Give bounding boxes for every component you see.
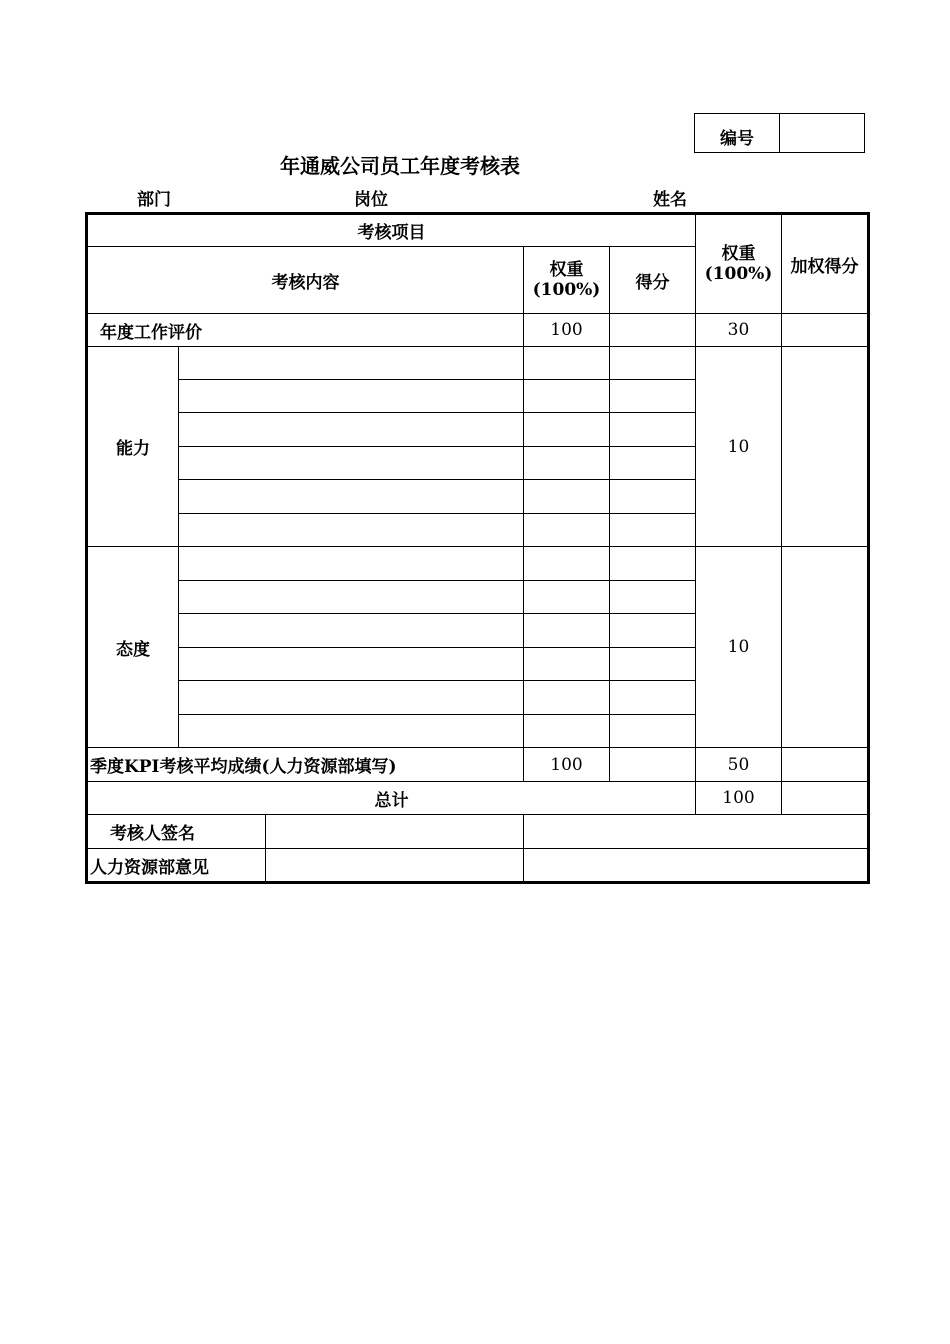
header-assessment-items: 考核项目 — [87, 214, 696, 247]
position-label: 岗位 — [354, 190, 388, 210]
kpi-weight: 100 — [524, 748, 610, 782]
attitude-outer-weight: 10 — [696, 547, 782, 748]
attitude-weight-cell[interactable] — [524, 648, 610, 681]
kpi-label: 季度KPI考核平均成绩(人力资源部填写) — [87, 748, 524, 782]
kpi-outer-weight: 50 — [696, 748, 782, 782]
total-label: 总计 — [87, 782, 696, 815]
header-outer-weight-line2: (100%) — [704, 264, 773, 284]
ability-weight-cell[interactable] — [524, 413, 610, 447]
ability-content-cell[interactable] — [179, 380, 524, 413]
annual-weighted-cell[interactable] — [782, 314, 869, 347]
ability-content-cell[interactable] — [179, 413, 524, 447]
header-inner-weight-line1: 权重 — [549, 260, 584, 280]
ability-weight-cell[interactable] — [524, 480, 610, 514]
attitude-score-cell[interactable] — [610, 681, 696, 715]
annual-outer-weight: 30 — [696, 314, 782, 347]
reviewer-row — [87, 815, 869, 849]
attitude-weight-cell[interactable] — [524, 614, 610, 648]
header-score: 得分 — [610, 247, 696, 314]
header-weighted-score: 加权得分 — [782, 214, 869, 314]
ability-score-cell[interactable] — [610, 480, 696, 514]
hr-opinion-label: 人力资源部意见 — [88, 849, 266, 881]
total-row — [87, 782, 869, 815]
header-assessment-content: 考核内容 — [87, 247, 524, 314]
ability-content-cell[interactable] — [179, 347, 524, 380]
attitude-content-cell[interactable] — [179, 681, 524, 715]
kpi-row — [87, 748, 869, 782]
header-inner-weight-line2: (100%) — [532, 280, 601, 300]
kpi-weighted-cell[interactable] — [782, 748, 869, 782]
kpi-score-cell[interactable] — [610, 748, 696, 782]
attitude-score-cell[interactable] — [610, 547, 696, 581]
header-outer-weight-line1: 权重 — [721, 244, 756, 264]
attitude-score-cell[interactable] — [610, 581, 696, 614]
ability-content-cell[interactable] — [179, 480, 524, 514]
attitude-weight-cell[interactable] — [524, 547, 610, 581]
reviewer-sign-label: 考核人签名 — [88, 815, 266, 848]
ability-row — [87, 347, 869, 380]
attitude-weight-cell[interactable] — [524, 581, 610, 614]
hr-opinion-cell — [87, 849, 524, 883]
attitude-score-cell[interactable] — [610, 648, 696, 681]
serial-number-box — [694, 113, 865, 153]
attitude-score-cell[interactable] — [610, 715, 696, 748]
ability-weight-cell[interactable] — [524, 380, 610, 413]
attitude-score-cell[interactable] — [610, 614, 696, 648]
annual-row — [87, 314, 869, 347]
attitude-content-cell[interactable] — [179, 547, 524, 581]
reviewer-sign-field-ext[interactable] — [524, 815, 869, 849]
ability-score-cell[interactable] — [610, 447, 696, 480]
attitude-content-cell[interactable] — [179, 715, 524, 748]
serial-number-label: 编号 — [695, 114, 780, 153]
attitude-label: 态度 — [87, 547, 179, 748]
ability-label: 能力 — [87, 347, 179, 547]
reviewer-cell — [87, 815, 524, 849]
attitude-weight-cell[interactable] — [524, 715, 610, 748]
ability-weighted-cell[interactable] — [782, 347, 869, 547]
ability-weight-cell[interactable] — [524, 514, 610, 547]
ability-outer-weight: 10 — [696, 347, 782, 547]
header-inner-weight — [524, 247, 610, 314]
header-outer-weight — [696, 214, 782, 314]
ability-weight-cell[interactable] — [524, 447, 610, 480]
annual-score-cell[interactable] — [610, 314, 696, 347]
ability-score-cell[interactable] — [610, 514, 696, 547]
serial-number-field[interactable] — [780, 114, 865, 153]
hr-opinion-row — [87, 849, 869, 883]
attitude-content-cell[interactable] — [179, 648, 524, 681]
ability-score-cell[interactable] — [610, 347, 696, 380]
form-title: 年通威公司员工年度考核表 — [280, 154, 520, 178]
annual-weight: 100 — [524, 314, 610, 347]
reviewer-sign-field[interactable] — [266, 815, 523, 848]
total-value: 100 — [696, 782, 782, 815]
attitude-content-cell[interactable] — [179, 581, 524, 614]
attitude-weight-cell[interactable] — [524, 681, 610, 715]
ability-weight-cell[interactable] — [524, 347, 610, 380]
ability-score-cell[interactable] — [610, 380, 696, 413]
ability-content-cell[interactable] — [179, 514, 524, 547]
hr-opinion-field-ext[interactable] — [524, 849, 869, 883]
attitude-row — [87, 547, 869, 581]
ability-content-cell[interactable] — [179, 447, 524, 480]
annual-label: 年度工作评价 — [87, 314, 524, 347]
department-label: 部门 — [137, 190, 171, 210]
attitude-content-cell[interactable] — [179, 614, 524, 648]
attitude-weighted-cell[interactable] — [782, 547, 869, 748]
hr-opinion-field[interactable] — [266, 849, 523, 881]
assessment-table — [85, 212, 870, 884]
ability-score-cell[interactable] — [610, 413, 696, 447]
total-weighted-cell[interactable] — [782, 782, 869, 815]
name-label: 姓名 — [653, 190, 687, 210]
